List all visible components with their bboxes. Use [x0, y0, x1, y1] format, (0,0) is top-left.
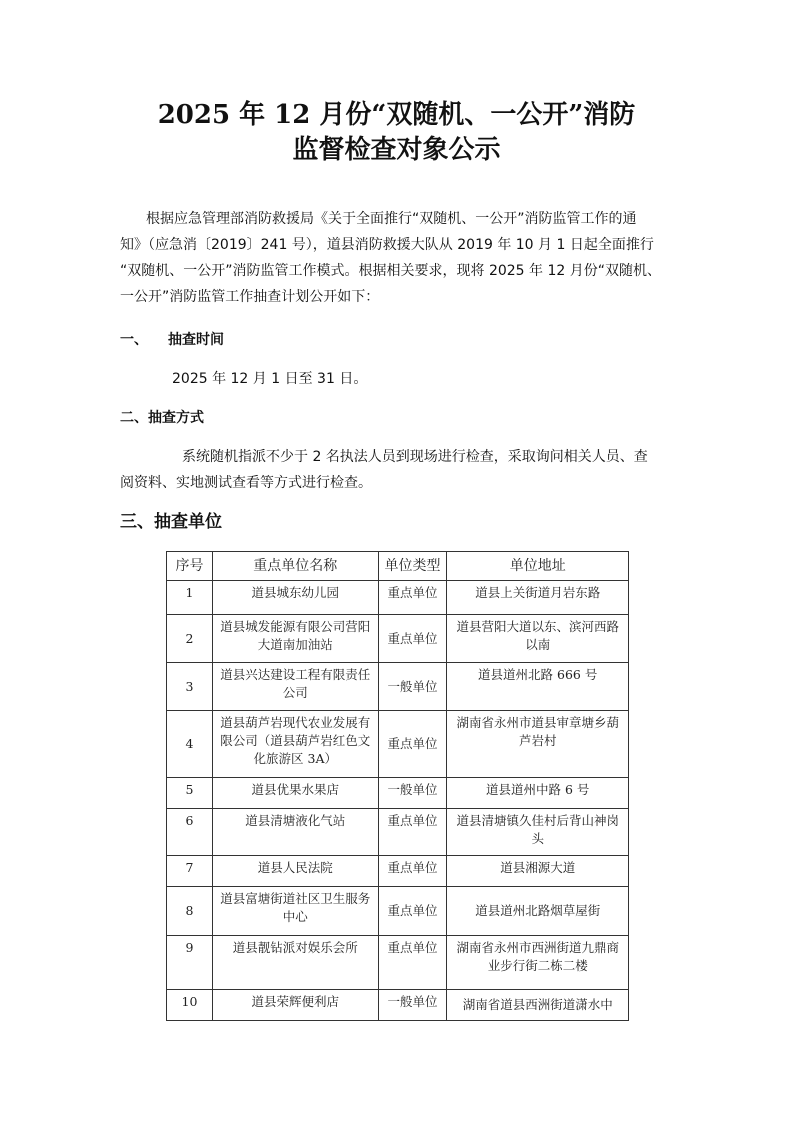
row-unit-type: 一般单位 — [378, 663, 447, 711]
row-unit-type: 重点单位 — [378, 856, 447, 887]
row-unit-name: 道县城东幼儿园 — [212, 581, 378, 615]
row-unit-address: 道县道州北路 666 号 — [447, 663, 629, 711]
header-name: 重点单位名称 — [212, 552, 378, 581]
intro-line: 根据应急管理部消防救援局《关于全面推行“双随机、一公开”消防监管工作的通 — [146, 211, 637, 227]
section2-heading: 二、抽查方式 — [120, 410, 204, 426]
table-row — [167, 711, 629, 778]
row-unit-type: 重点单位 — [378, 615, 447, 663]
row-unit-type: 重点单位 — [378, 581, 447, 615]
row-unit-type: 一般单位 — [378, 778, 447, 809]
row-unit-type: 重点单位 — [378, 809, 447, 856]
row-unit-name: 道县城发能源有限公司营阳大道南加油站 — [212, 615, 378, 663]
row-unit-name: 道县富塘街道社区卫生服务中心 — [212, 887, 378, 936]
row-unit-address: 湖南省道县西洲街道潇水中 — [447, 990, 629, 1021]
table-row — [167, 856, 629, 887]
row-unit-type: 重点单位 — [378, 936, 447, 990]
section3-heading: 三、抽查单位 — [120, 512, 222, 532]
row-index: 1 — [167, 581, 213, 615]
row-index: 9 — [167, 936, 213, 990]
row-unit-name: 道县葫芦岩现代农业发展有限公司（道县葫芦岩红色文化旅游区 3A） — [212, 711, 378, 778]
row-unit-address: 湖南省永州市西洲街道九鼎商业步行街二栋二楼 — [447, 936, 629, 990]
document-title-line1: 2025 年 12 月份“双随机、一公开”消防 — [157, 100, 636, 130]
section2-body: 阅资料、实地测试查看等方式进行检查。 — [120, 475, 372, 491]
table-row — [167, 887, 629, 936]
row-unit-type: 一般单位 — [378, 990, 447, 1021]
table-row — [167, 581, 629, 615]
intro-line: 一公开”消防监管工作抽查计划公开如下： — [120, 289, 380, 305]
row-unit-name: 道县兴达建设工程有限责任公司 — [212, 663, 378, 711]
row-unit-name: 道县人民法院 — [212, 856, 378, 887]
table-row — [167, 809, 629, 856]
row-unit-address: 道县营阳大道以东、滨河西路以南 — [447, 615, 629, 663]
row-unit-name: 道县靓钻派对娱乐会所 — [212, 936, 378, 990]
row-unit-name: 道县清塘液化气站 — [212, 809, 378, 856]
row-unit-address: 道县湘源大道 — [447, 856, 629, 887]
row-unit-address: 道县道州中路 6 号 — [447, 778, 629, 809]
row-unit-name: 道县优果水果店 — [212, 778, 378, 809]
header-type: 单位类型 — [378, 552, 447, 581]
header-address: 单位地址 — [447, 552, 629, 581]
header-index: 序号 — [167, 552, 213, 581]
section1-number: 一、 — [120, 332, 148, 348]
row-unit-address: 道县道州北路烟草屋街 — [447, 887, 629, 936]
row-unit-address: 道县上关街道月岩东路 — [447, 581, 629, 615]
row-index: 7 — [167, 856, 213, 887]
row-unit-type: 重点单位 — [378, 711, 447, 778]
table-row — [167, 778, 629, 809]
inspection-table — [166, 551, 629, 1021]
document-title-line2: 监督检查对象公示 — [292, 135, 501, 165]
section1-heading: 抽查时间 — [168, 332, 224, 348]
table-row — [167, 936, 629, 990]
row-index: 6 — [167, 809, 213, 856]
section2-body: 系统随机指派不少于 2 名执法人员到现场进行检查，采取询问相关人员、查 — [182, 449, 648, 465]
table-row — [167, 615, 629, 663]
section1-body: 2025 年 12 月 1 日至 31 日。 — [172, 371, 368, 387]
intro-line: “双随机、一公开”消防监管工作模式。根据相关要求，现将 2025 年 12 月份“双随机、 — [120, 263, 662, 279]
row-unit-address: 道县清塘镇久佳村后背山神岗头 — [447, 809, 629, 856]
row-index: 2 — [167, 615, 213, 663]
table-row — [167, 663, 629, 711]
row-index: 8 — [167, 887, 213, 936]
row-index: 3 — [167, 663, 213, 711]
intro-line: 知》（应急消〔2019〕241 号），道县消防救援大队从 2019 年 10 月 1 日起全面推行 — [120, 237, 654, 253]
row-index: 5 — [167, 778, 213, 809]
row-unit-type: 重点单位 — [378, 887, 447, 936]
row-index: 4 — [167, 711, 213, 778]
row-unit-address: 湖南省永州市道县审章塘乡葫芦岩村 — [447, 711, 629, 778]
table-row — [167, 990, 629, 1021]
row-index: 10 — [167, 990, 213, 1021]
row-unit-name: 道县荣辉便利店 — [212, 990, 378, 1021]
